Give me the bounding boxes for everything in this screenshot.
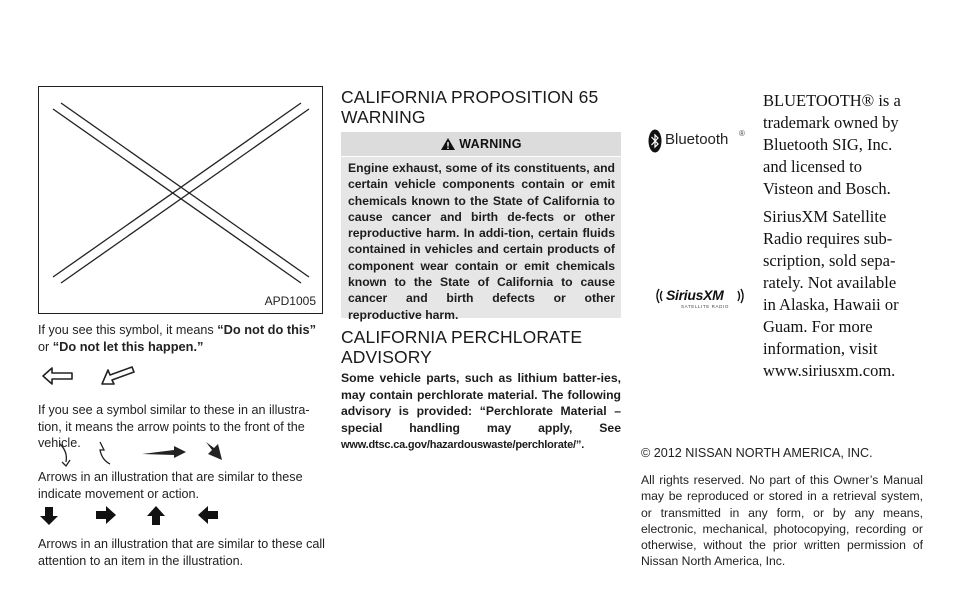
caption-bold-a: “Do not do this”	[217, 322, 316, 337]
arrow-down-icon	[40, 507, 58, 525]
do-not-symbol-caption	[38, 322, 328, 355]
siriusxm-text: SiriusXM Satellite Radio requires sub- scription, sold sepa- rately. Not available in Alaska, Hawaii or Guam. For more information, visit www.siriusxm.com.	[763, 207, 899, 380]
arrow-left-icon	[198, 506, 218, 524]
perchlorate-heading: CALIFORNIA PERCHLORATE ADVISORY	[341, 327, 583, 367]
front-arrow-diagonal-icon	[102, 367, 134, 384]
curved-arrow-icon	[60, 444, 70, 466]
caption-or: or	[38, 339, 53, 354]
bent-arrow-icon	[206, 442, 222, 460]
caption-text: If you see this symbol, it means	[38, 323, 218, 337]
perchlorate-url: www.dtsc.ca.gov/hazardouswaste/perchlorate/”.	[341, 439, 585, 451]
warning-label: WARNING	[459, 137, 522, 151]
figure-code: APD1005	[264, 294, 316, 308]
do-not-symbol-figure	[38, 86, 323, 314]
warning-header	[341, 132, 621, 156]
rights-reserved-text: All rights reserved. No part of this Owner’s Manual may be reproduced or stored in a retrieval system, or transmitted in any form, or by any means, electronic, mechanical, photocopying, recording or otherwise, without the prior written permission of Nissan North America, Inc.	[641, 473, 923, 569]
front-arrow-left-icon	[43, 368, 72, 384]
arrow-up-icon	[147, 506, 165, 525]
movement-arrow-caption: Arrows in an illustration that are similar to these indicate movement or action.	[38, 470, 303, 501]
siriusxm-logo-text: SiriusXM	[666, 287, 724, 303]
attention-arrow-caption: Arrows in an illustration that are similar to these call attention to an item in the illustration.	[38, 537, 325, 568]
bluetooth-logo	[648, 125, 748, 159]
warning-triangle-icon	[440, 137, 456, 151]
front-arrow-caption: If you see a symbol similar to these in an illustra-tion, it means the arrow points to the front of the vehicle.	[38, 403, 310, 450]
prop65-heading: CALIFORNIA PROPOSITION 65 WARNING	[341, 87, 599, 127]
bluetooth-text: BLUETOOTH® is a trademark owned by Bluetooth SIG, Inc. and licensed to Visteon and Bosch.	[763, 91, 901, 198]
arrow-right-icon	[96, 506, 116, 524]
warning-body: Engine exhaust, some of its constituents, and certain vehicle components contain or emit chemicals known to the State of California to cause cancer and birth de-fects or other reproductive harm. In addi-tion, certain fluids contained in vehicles and certain products of component wear contain or emit chemicals known to the State of California to cause cancer and birth defects or other reproductive harm.	[341, 157, 621, 318]
caption-bold-b: “Do not let this happen.”	[52, 338, 204, 354]
front-arrow-icons	[40, 364, 160, 388]
siriusxm-logo-subtext: SATELLITE RADIO	[681, 304, 729, 309]
bluetooth-logo-text: Bluetooth	[665, 131, 729, 148]
perchlorate-text: Some vehicle parts, such as lithium batter-ies, may contain perchlorate material. The following advisory is provided: “Perchlorate Material – special handling may apply, See www.dtsc.ca.gov/hazardouswaste/perchlorate/”.	[341, 371, 621, 451]
siriusxm-logo	[655, 284, 745, 310]
long-arrow-icon	[142, 446, 186, 458]
movement-arrow-icons	[56, 438, 246, 470]
copyright-line: © 2012 NISSAN NORTH AMERICA, INC.	[641, 446, 873, 460]
registered-mark: ®	[739, 129, 745, 138]
attention-arrow-icons	[40, 505, 230, 529]
x-symbol-icon	[39, 87, 322, 313]
bluetooth-icon	[648, 129, 662, 153]
turn-arrow-icon	[100, 442, 110, 464]
